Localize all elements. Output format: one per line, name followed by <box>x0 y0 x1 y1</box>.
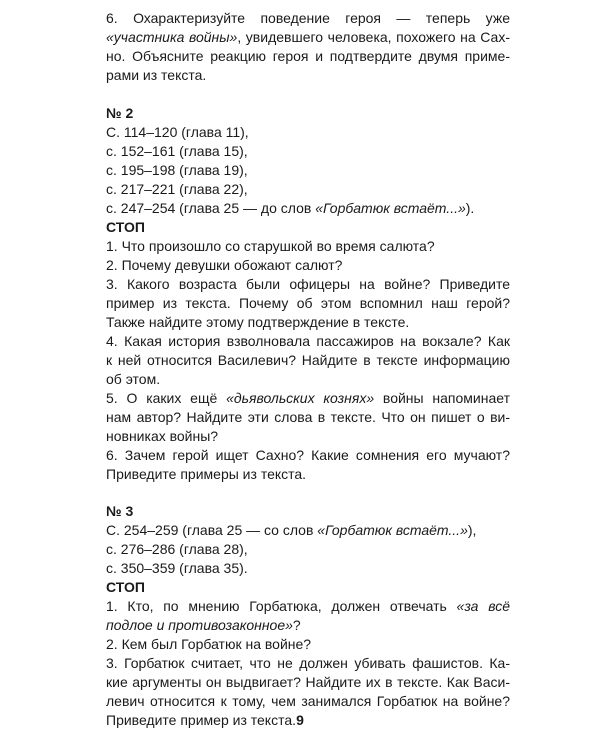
question-line: подлое и противозаконное»? <box>106 617 301 633</box>
reference-line: с. 276–286 (глава 28), <box>106 541 248 557</box>
reference-line: с. 195–198 (глава 19), <box>106 162 248 178</box>
question-line: нам автор? Найдите эти слова в тексте. Что он пишет о ви- <box>106 409 510 425</box>
question-line: Приведите пример из текста. <box>106 712 297 728</box>
reference-line: с. 152–161 (глава 15), <box>106 143 248 159</box>
reference-line: с. 247–254 (глава 25 — до слов «Горбатюк встаёт...»). <box>106 200 475 216</box>
question-line: Приведите примеры из текста. <box>106 466 307 482</box>
question-line: новниках войны? <box>106 428 219 444</box>
text-line: но. Объясните реакцию героя и подтвердите двумя приме- <box>106 48 510 64</box>
text-line: «участника войны», увидевшего человека, похожего на Сах- <box>106 29 510 45</box>
question-line: 1. Кто, по мнению Горбатюка, должен отвечать «за всё <box>106 598 510 614</box>
page-number: 9 <box>296 712 304 728</box>
reference-line: с. 350–359 (глава 35). <box>106 560 248 576</box>
reference-line: С. 254–259 (глава 25 — со слов «Горбатюк встаёт...»), <box>106 522 477 538</box>
question-line: об этом. <box>106 371 161 387</box>
question-line: 3. Какого возраста были офицеры на войне? Приведите <box>106 276 510 292</box>
question-line: 4. Какая история взволновала пассажиров на вокзале? Как <box>106 333 510 349</box>
text-line: 6. Охарактеризуйте поведение героя — теперь уже <box>106 10 510 26</box>
question-line: пример из текста. Почему об этом вспомнил наш герой? <box>106 295 510 311</box>
section-heading-2: № 2 <box>106 105 134 121</box>
stop-label: СТОП <box>106 579 145 595</box>
reference-line: С. 114–120 (глава 11), <box>106 124 249 140</box>
question-line: к ней относится Василевич? Найдите в тексте информацию <box>106 352 510 368</box>
section-3-references <box>106 521 510 578</box>
italic-quote: подлое и противозаконное» <box>106 617 293 633</box>
question-line: 5. О каких ещё «дьявольских кознях» войны напоминает <box>106 390 510 406</box>
text-line: рами из текста. <box>106 67 207 83</box>
question-line: 1. Что произошло со старушкой во время салюта? <box>106 238 435 254</box>
question-line: левич относится к тому, чем занимался Горбатюк на войне? <box>106 693 510 709</box>
stop-label: СТОП <box>106 219 145 235</box>
question-line: кие аргументы он выдвигает? Найдите их в тексте. Как Васи- <box>106 674 510 690</box>
reference-line: с. 217–221 (глава 22), <box>106 181 248 197</box>
italic-quote: «Горбатюк встаёт...» <box>317 522 468 538</box>
section-2-references <box>106 123 510 218</box>
question-6-intro <box>106 9 510 85</box>
italic-quote: «дьявольских кознях» <box>226 390 375 406</box>
italic-quote: «за всё <box>456 598 510 614</box>
italic-quote: «участника войны» <box>106 29 238 45</box>
question-line: Также найдите этому подтверждение в тексте. <box>106 314 410 330</box>
question-line: 2. Почему девушки обожают салют? <box>106 257 343 273</box>
question-line: 3. Горбатюк считает, что не должен убивать фашистов. Ка- <box>106 655 510 671</box>
question-line: 6. Зачем герой ищет Сахно? Какие сомнения его мучают? <box>106 447 510 463</box>
section-heading-3: № 3 <box>106 503 134 519</box>
italic-quote: «Горбатюк встаёт...» <box>315 200 466 216</box>
section-2-questions <box>106 237 510 484</box>
question-line: 2. Кем был Горбатюк на войне? <box>106 636 312 652</box>
